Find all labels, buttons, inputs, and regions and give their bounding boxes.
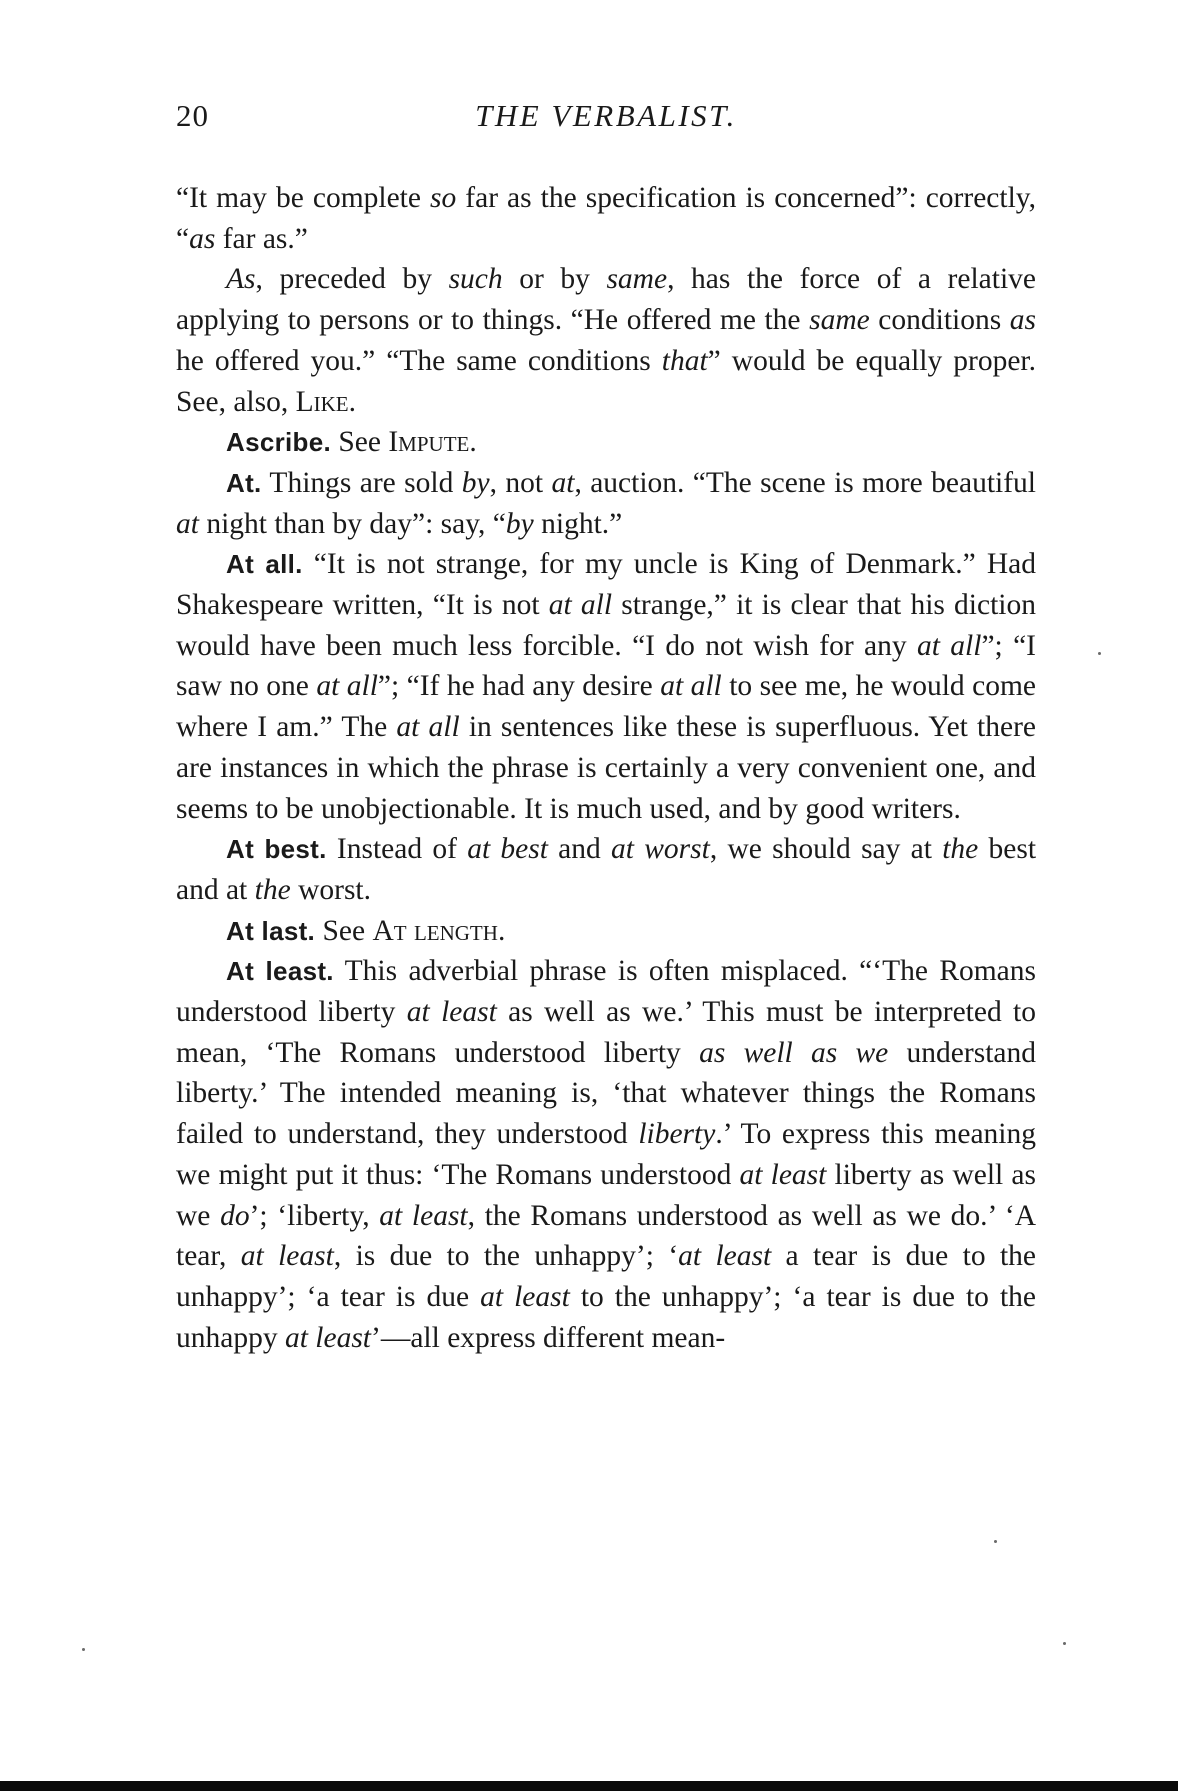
- entry-headword: At last.: [226, 915, 316, 946]
- text-run: liberty as well as we: [176, 1158, 1036, 1232]
- italic-term: that: [661, 344, 708, 377]
- italic-term: same: [606, 263, 668, 296]
- text-run: , is due to the unhappy’; ‘: [333, 1240, 679, 1273]
- italic-term: at: [551, 466, 575, 499]
- text-run: ”; “I saw no one: [176, 629, 1036, 703]
- italic-term: as: [1009, 304, 1036, 337]
- text-run: “It may be complete: [176, 182, 431, 214]
- cross-reference: Like: [295, 385, 349, 418]
- entry-headword: At best.: [226, 834, 327, 865]
- page-header: [176, 98, 1036, 142]
- entry-headword: Ascribe.: [226, 427, 332, 458]
- text-run: to the unhappy’; ‘a tear is due to the unhappy: [176, 1280, 1036, 1354]
- text-run: a tear is due to the unhappy’; ‘a tear is due: [176, 1240, 1036, 1313]
- italic-term: at least: [406, 996, 497, 1029]
- entry-ascribe: [176, 422, 1036, 463]
- text-run: .: [348, 385, 357, 418]
- italic-term: the: [942, 833, 979, 866]
- text-run: in sentences like these is superfluous. Yet there are instances in which the phrase is certainly a very convenient one, and seems to be unobjectionable. It is much used, and by good writers.: [176, 711, 1037, 825]
- text-run: , we should say at: [709, 833, 943, 866]
- italic-term: same: [809, 304, 870, 337]
- italic-term: so: [430, 182, 457, 214]
- text-run: , not: [489, 466, 552, 499]
- page-number: 20: [176, 98, 209, 133]
- text-run: See: [315, 914, 373, 947]
- text-run: or by: [502, 263, 607, 296]
- italic-term: liberty: [638, 1118, 716, 1151]
- italic-term: at all: [548, 589, 613, 622]
- italic-term: at all: [316, 670, 378, 703]
- text-run: , the Romans understood as well as we do.’ ‘A tear,: [176, 1199, 1036, 1273]
- paragraph-so-far-as: [176, 178, 1036, 259]
- cross-reference: At length: [372, 914, 498, 947]
- text-run: ” would be equally proper. See, also,: [176, 344, 1036, 418]
- text-run: Instead of: [326, 833, 468, 866]
- text-run: .: [497, 914, 506, 947]
- text-run: ’—all express different mean-: [371, 1321, 726, 1354]
- italic-term: at least: [678, 1240, 772, 1273]
- italic-term: by: [461, 466, 490, 499]
- italic-term: at: [176, 507, 199, 540]
- text-run: , has the force of a relative applying to persons or to things. “He offered me the: [176, 263, 1036, 337]
- italic-term: the: [254, 873, 291, 906]
- cross-reference: Impute: [388, 426, 470, 459]
- text-run: Things are sold: [261, 466, 462, 499]
- text-run: understand liberty.’ The intended meaning is, ‘that whatever things the Romans failed to understand, they understood: [176, 1036, 1036, 1151]
- text-run: , auction. “The scene is more beautiful: [574, 466, 1037, 499]
- print-speck: [1063, 1642, 1066, 1645]
- text-run: ’; ‘liberty,: [249, 1199, 380, 1232]
- print-speck: [994, 1540, 997, 1543]
- text-run: This adverbial phrase is often misplaced. “‘The Romans understood liberty: [176, 955, 1037, 1029]
- italic-term: as well as we: [699, 1036, 889, 1069]
- running-title: THE VERBALIST.: [475, 98, 737, 133]
- text-run: night than by day”: say, “: [198, 507, 506, 540]
- entry-at-all: [176, 544, 1036, 829]
- italic-term: as: [189, 222, 216, 255]
- text-run: far as the specification is concerned”: correctly, “: [176, 182, 1036, 255]
- text-run: he offered you.” “The same conditions: [176, 344, 662, 377]
- italic-term: at all: [396, 711, 460, 744]
- scan-edge-border: [0, 1781, 1178, 1791]
- italic-term: at all: [660, 670, 722, 703]
- text-run: best and at: [176, 833, 1037, 906]
- body-text: [176, 178, 1036, 1358]
- italic-term: As: [226, 263, 256, 296]
- text-run: night.”: [533, 507, 623, 540]
- text-run: strange,” it is clear that his diction would have been much less forcible. “I do not wish for any: [176, 589, 1036, 662]
- text-run: conditions: [869, 304, 1010, 337]
- text-run: to see me, he would come where I am.” The: [176, 670, 1037, 744]
- entry-at-last: [176, 911, 1036, 952]
- text-run: “It is not strange, for my uncle is King of Denmark.” Had Shakespeare written, “It is not: [176, 548, 1036, 622]
- italic-term: at least: [480, 1280, 570, 1313]
- print-speck: [82, 1648, 85, 1651]
- italic-term: at best: [467, 833, 548, 866]
- paragraph-as-relative: [176, 259, 1036, 422]
- text-run: .: [469, 426, 477, 459]
- text-run: far as.”: [215, 222, 308, 255]
- text-run: and: [547, 833, 612, 866]
- italic-term: at least: [739, 1158, 827, 1191]
- text-run: as well as we.’ This must be interpreted to mean, ‘The Romans understood liberty: [176, 996, 1036, 1069]
- entry-headword: At least.: [226, 956, 334, 987]
- entry-headword: At all.: [226, 549, 303, 580]
- italic-term: by: [505, 507, 534, 540]
- text-run: , preceded by: [255, 263, 449, 296]
- print-speck: [1098, 652, 1101, 655]
- italic-term: at least: [240, 1240, 334, 1273]
- entry-headword: At.: [226, 467, 262, 498]
- entry-at-least: [176, 951, 1036, 1358]
- text-run: See: [331, 426, 389, 459]
- italic-term: such: [448, 263, 503, 296]
- text-run: worst.: [290, 873, 371, 906]
- entry-at-best: [176, 829, 1036, 910]
- text-run: .’ To express this meaning we might put it thus: ‘The Romans understood: [176, 1118, 1036, 1191]
- italic-term: do: [220, 1199, 250, 1232]
- entry-at: [176, 463, 1036, 544]
- italic-term: at worst: [611, 833, 710, 866]
- text-run: ”; “If he had any desire: [377, 670, 661, 703]
- italic-term: at all: [917, 629, 982, 662]
- italic-term: at least: [284, 1321, 372, 1354]
- italic-term: at least: [379, 1199, 468, 1232]
